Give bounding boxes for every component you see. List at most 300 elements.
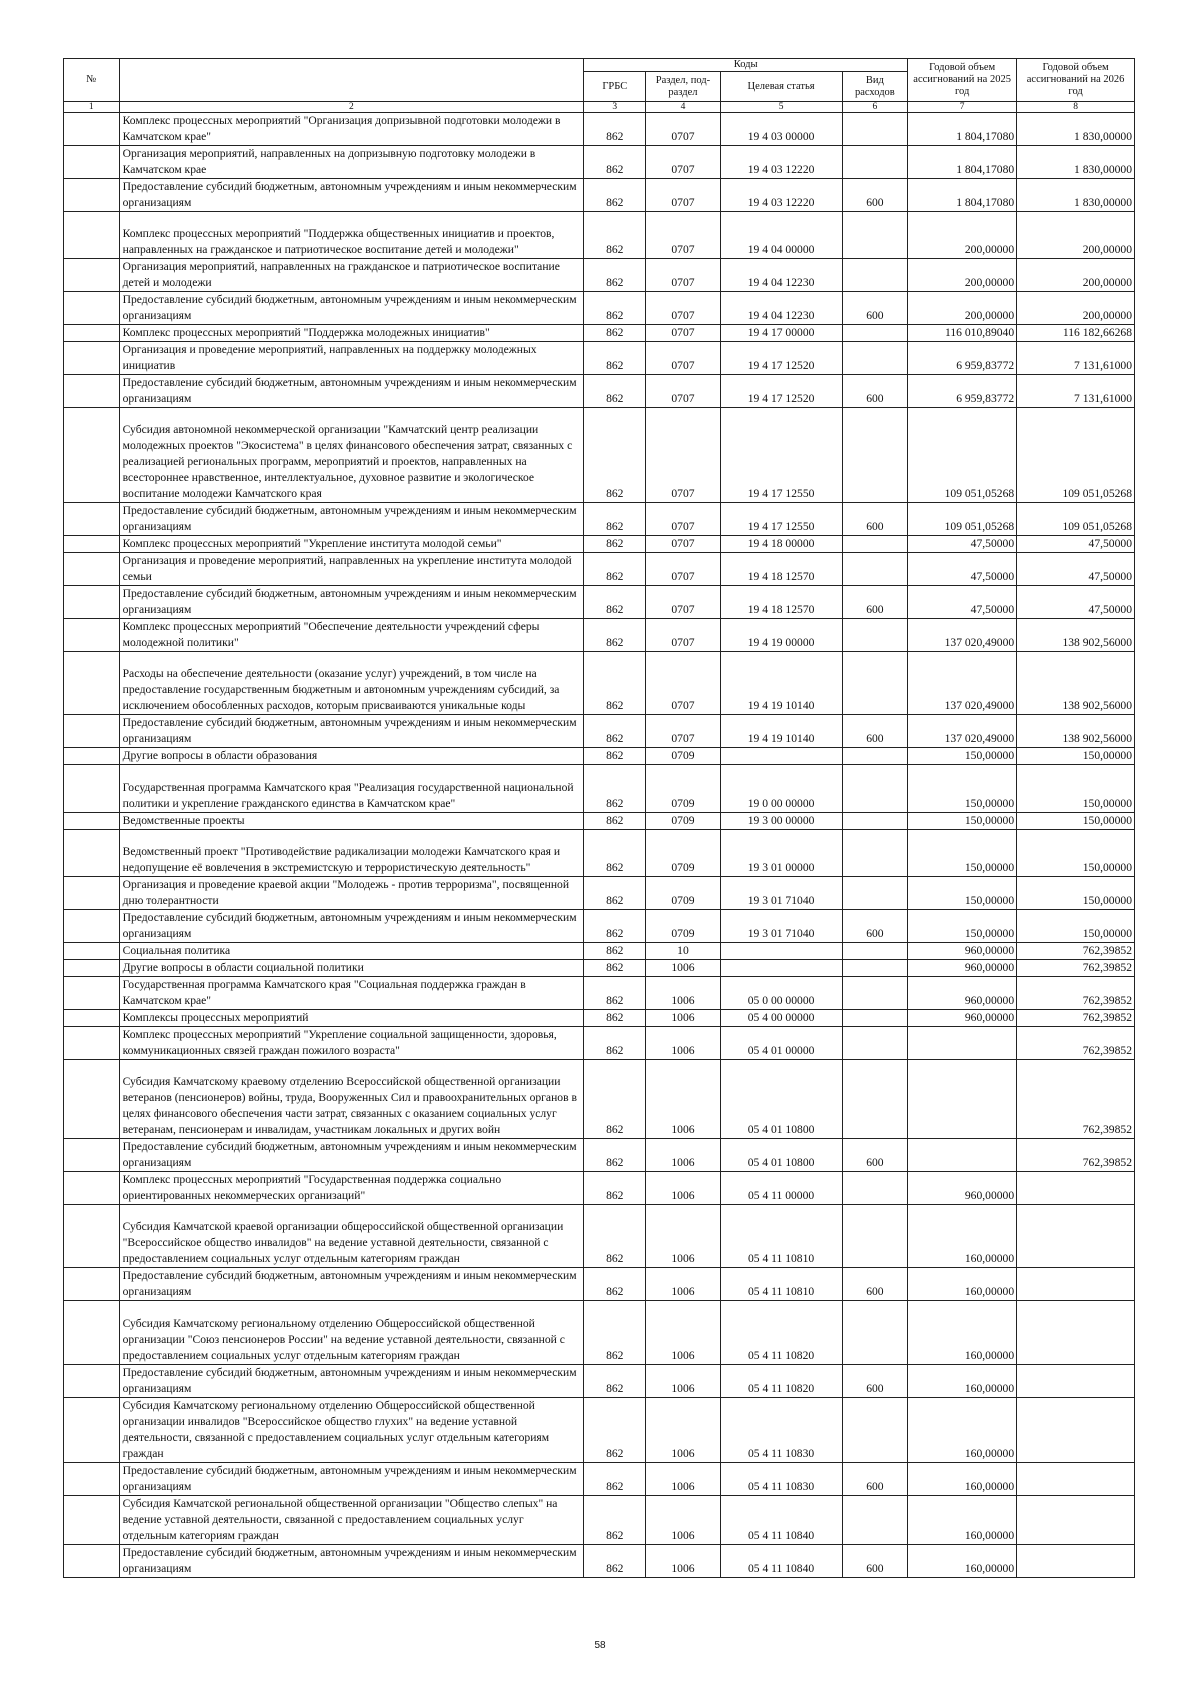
cell-vid-rashodov: 600 [842,1544,907,1577]
cell-celevaya-statya: 05 4 11 10820 [720,1364,842,1397]
cell-amount-2026: 150,00000 [1017,829,1135,876]
cell-grbs: 862 [584,1544,646,1577]
cell-celevaya-statya: 05 4 11 10810 [720,1205,842,1268]
cell-name: Комплекс процессных мероприятий "Укрепление института молодой семьи" [119,536,584,553]
table-row [64,877,1135,910]
cell-grbs: 862 [584,943,646,960]
table-body [64,113,1135,1578]
cell-grbs: 862 [584,1301,646,1364]
cell-name: Ведомственные проекты [119,812,584,829]
page-number: 58 [594,1640,606,1651]
cell-grbs: 862 [584,877,646,910]
cell-amount-2025: 960,00000 [908,1172,1017,1205]
table-row [64,765,1135,812]
cell-razdel: 0707 [646,408,720,503]
table-row [64,748,1135,765]
cell-celevaya-statya: 19 3 00 00000 [720,812,842,829]
cell-grbs: 862 [584,375,646,408]
cell-num [64,1010,120,1027]
cell-razdel: 1006 [646,1010,720,1027]
cell-amount-2025 [908,1139,1017,1172]
cell-grbs: 862 [584,1364,646,1397]
cell-amount-2026: 47,50000 [1017,553,1135,586]
cell-amount-2025: 1 804,17080 [908,146,1017,179]
cell-vid-rashodov [842,1397,907,1462]
cell-razdel: 1006 [646,1027,720,1060]
table-row [64,977,1135,1010]
cell-grbs: 862 [584,812,646,829]
cell-grbs: 862 [584,960,646,977]
cell-num [64,977,120,1010]
cell-name: Субсидия Камчатской краевой организации общероссийской общественной организации "Всероссийское общество инвалидов" на ведение уставной деятельности, связанной с предоставлением социальных услуг отдельным категориям граждан [119,1205,584,1268]
cell-name: Организация и проведение краевой акции "Молодежь - против терроризма", посвященной дню толерантности [119,877,584,910]
column-index: 4 [646,102,720,113]
cell-razdel: 0707 [646,375,720,408]
cell-razdel: 10 [646,943,720,960]
cell-razdel: 0707 [646,619,720,652]
table-row [64,1205,1135,1268]
cell-razdel: 0707 [646,259,720,292]
table-row [64,1462,1135,1495]
cell-vid-rashodov: 600 [842,179,907,212]
cell-celevaya-statya: 05 4 01 00000 [720,1027,842,1060]
cell-grbs: 862 [584,586,646,619]
cell-amount-2025: 160,00000 [908,1495,1017,1544]
table-row [64,1397,1135,1462]
cell-vid-rashodov [842,1205,907,1268]
cell-num [64,375,120,408]
cell-num [64,146,120,179]
header-grbs: ГРБС [584,72,646,102]
cell-name: Предоставление субсидий бюджетным, автономным учреждениям и иным некоммерческим организациям [119,715,584,748]
header-vid-rashodov: Вид расходов [842,72,907,102]
cell-amount-2025: 200,00000 [908,292,1017,325]
cell-vid-rashodov: 600 [842,1268,907,1301]
header-2026: Годовой объем ассигнований на 2026 год [1017,59,1135,102]
table-row [64,1010,1135,1027]
table-row [64,292,1135,325]
cell-num [64,212,120,259]
cell-grbs: 862 [584,212,646,259]
table-row [64,652,1135,715]
cell-name: Предоставление субсидий бюджетным, автономным учреждениям и иным некоммерческим организациям [119,179,584,212]
cell-name: Субсидия автономной некоммерческой организации "Камчатский центр реализации молодежных проектов "Экосистема" в целях финансового обеспечения затрат, связанных с реализацией региональных программ, мероприятий и проектов, направленных на всестороннее нравственное, интеллектуальное, духовное развитие и экологическое воспитание молодежи Камчатского края [119,408,584,503]
cell-celevaya-statya: 05 4 11 10830 [720,1462,842,1495]
table-row [64,1268,1135,1301]
cell-num [64,829,120,876]
cell-num [64,1172,120,1205]
cell-razdel: 1006 [646,1205,720,1268]
cell-grbs: 862 [584,1139,646,1172]
cell-num [64,586,120,619]
cell-amount-2026: 1 830,00000 [1017,146,1135,179]
cell-num [64,1397,120,1462]
cell-grbs: 862 [584,553,646,586]
cell-razdel: 1006 [646,1364,720,1397]
cell-num [64,877,120,910]
table-row [64,586,1135,619]
cell-grbs: 862 [584,1397,646,1462]
cell-amount-2026: 762,39852 [1017,977,1135,1010]
cell-vid-rashodov [842,748,907,765]
table-row [64,910,1135,943]
cell-razdel: 0707 [646,325,720,342]
column-index: 7 [908,102,1017,113]
cell-vid-rashodov [842,113,907,146]
cell-num [64,1060,120,1139]
table-row [64,342,1135,375]
table-row [64,812,1135,829]
cell-razdel: 0707 [646,113,720,146]
cell-num [64,179,120,212]
cell-razdel: 0709 [646,812,720,829]
cell-grbs: 862 [584,619,646,652]
cell-celevaya-statya: 19 0 00 00000 [720,765,842,812]
cell-amount-2025 [908,1060,1017,1139]
cell-amount-2026 [1017,1172,1135,1205]
cell-name: Субсидия Камчатскому региональному отделению Общероссийской общественной организации инвалидов "Всероссийское общество глухих" на ведение уставной деятельности, связанной с предоставлением социальных услуг отдельным категориям граждан [119,1397,584,1462]
cell-celevaya-statya: 19 4 17 00000 [720,325,842,342]
cell-vid-rashodov [842,1172,907,1205]
cell-num [64,503,120,536]
cell-name: Комплекс процессных мероприятий "Поддержка общественных инициатив и проектов, направленных на гражданское и патриотическое воспитание детей и молодежи" [119,212,584,259]
cell-amount-2026: 1 830,00000 [1017,179,1135,212]
cell-razdel: 1006 [646,1139,720,1172]
cell-grbs: 862 [584,1027,646,1060]
cell-num [64,1364,120,1397]
cell-amount-2025: 116 010,89040 [908,325,1017,342]
cell-vid-rashodov [842,1027,907,1060]
cell-grbs: 862 [584,292,646,325]
cell-num [64,1205,120,1268]
cell-amount-2026: 762,39852 [1017,1139,1135,1172]
cell-celevaya-statya: 19 4 04 00000 [720,212,842,259]
cell-vid-rashodov [842,408,907,503]
column-index: 2 [119,102,584,113]
cell-amount-2025: 47,50000 [908,553,1017,586]
cell-grbs: 862 [584,829,646,876]
cell-amount-2026: 200,00000 [1017,212,1135,259]
cell-vid-rashodov [842,536,907,553]
cell-celevaya-statya: 19 3 01 71040 [720,910,842,943]
cell-num [64,1462,120,1495]
cell-grbs: 862 [584,1060,646,1139]
cell-amount-2025: 109 051,05268 [908,503,1017,536]
cell-razdel: 0709 [646,910,720,943]
cell-amount-2025: 150,00000 [908,877,1017,910]
cell-amount-2026: 138 902,56000 [1017,652,1135,715]
table-row [64,619,1135,652]
cell-amount-2026: 7 131,61000 [1017,375,1135,408]
cell-razdel: 0709 [646,765,720,812]
cell-num [64,652,120,715]
cell-vid-rashodov [842,877,907,910]
table-row [64,1139,1135,1172]
cell-grbs: 862 [584,1205,646,1268]
column-index: 5 [720,102,842,113]
cell-vid-rashodov [842,1060,907,1139]
cell-amount-2025: 6 959,83772 [908,342,1017,375]
cell-celevaya-statya: 05 0 00 00000 [720,977,842,1010]
cell-grbs: 862 [584,1268,646,1301]
cell-amount-2025: 960,00000 [908,1010,1017,1027]
cell-name: Другие вопросы в области образования [119,748,584,765]
cell-vid-rashodov: 600 [842,715,907,748]
cell-amount-2026 [1017,1268,1135,1301]
cell-num [64,325,120,342]
cell-vid-rashodov [842,212,907,259]
cell-vid-rashodov [842,146,907,179]
cell-num [64,342,120,375]
cell-name: Организация мероприятий, направленных на гражданское и патриотическое воспитание детей и молодежи [119,259,584,292]
cell-grbs: 862 [584,503,646,536]
cell-amount-2025 [908,1027,1017,1060]
cell-celevaya-statya [720,960,842,977]
cell-celevaya-statya: 05 4 01 10800 [720,1139,842,1172]
cell-amount-2025: 6 959,83772 [908,375,1017,408]
cell-name: Комплекс процессных мероприятий "Государственная поддержка социально ориентированных некоммерческих организаций" [119,1172,584,1205]
cell-num [64,292,120,325]
cell-vid-rashodov [842,652,907,715]
cell-name: Ведомственный проект "Противодействие радикализации молодежи Камчатского края и недопущение её вовлечения в экстремистскую и террористическую деятельность" [119,829,584,876]
cell-name: Государственная программа Камчатского края "Социальная поддержка граждан в Камчатском крае" [119,977,584,1010]
table-row [64,1544,1135,1577]
cell-razdel: 0707 [646,342,720,375]
cell-name: Предоставление субсидий бюджетным, автономным учреждениям и иным некоммерческим организациям [119,503,584,536]
cell-name: Государственная программа Камчатского края "Реализация государственной национальной политики и укрепление гражданского единства в Камчатском крае" [119,765,584,812]
cell-name: Предоставление субсидий бюджетным, автономным учреждениям и иным некоммерческим организациям [119,1364,584,1397]
cell-amount-2026: 138 902,56000 [1017,619,1135,652]
table-row [64,179,1135,212]
table-row [64,325,1135,342]
cell-celevaya-statya: 19 4 17 12520 [720,375,842,408]
cell-celevaya-statya: 19 3 01 00000 [720,829,842,876]
cell-amount-2025: 160,00000 [908,1397,1017,1462]
cell-razdel: 1006 [646,960,720,977]
cell-vid-rashodov [842,1495,907,1544]
cell-num [64,960,120,977]
cell-amount-2026: 7 131,61000 [1017,342,1135,375]
cell-num [64,1139,120,1172]
cell-vid-rashodov [842,977,907,1010]
column-index: 3 [584,102,646,113]
cell-celevaya-statya: 05 4 11 10840 [720,1495,842,1544]
cell-razdel: 1006 [646,1397,720,1462]
cell-num [64,910,120,943]
cell-vid-rashodov [842,342,907,375]
cell-razdel: 1006 [646,1462,720,1495]
cell-celevaya-statya: 19 4 17 12520 [720,342,842,375]
cell-amount-2025: 160,00000 [908,1544,1017,1577]
cell-amount-2026: 138 902,56000 [1017,715,1135,748]
cell-vid-rashodov [842,943,907,960]
cell-name: Расходы на обеспечение деятельности (оказание услуг) учреждений, в том числе на предоставление государственным бюджетным и автономным учреждениям субсидий, за исключением обособленных расходов, которым присваиваются уникальные коды [119,652,584,715]
cell-amount-2026: 1 830,00000 [1017,113,1135,146]
cell-num [64,1544,120,1577]
cell-amount-2025: 109 051,05268 [908,408,1017,503]
cell-vid-rashodov: 600 [842,1364,907,1397]
cell-grbs: 862 [584,259,646,292]
cell-amount-2026: 200,00000 [1017,259,1135,292]
cell-celevaya-statya: 05 4 00 00000 [720,1010,842,1027]
cell-grbs: 862 [584,146,646,179]
cell-vid-rashodov [842,619,907,652]
cell-vid-rashodov: 600 [842,586,907,619]
cell-vid-rashodov [842,259,907,292]
cell-amount-2025: 960,00000 [908,943,1017,960]
cell-num [64,1495,120,1544]
cell-num [64,812,120,829]
cell-celevaya-statya: 05 4 11 10820 [720,1301,842,1364]
cell-celevaya-statya: 19 4 19 10140 [720,652,842,715]
cell-amount-2026 [1017,1544,1135,1577]
cell-num [64,943,120,960]
cell-amount-2026: 150,00000 [1017,748,1135,765]
cell-amount-2025: 1 804,17080 [908,113,1017,146]
cell-celevaya-statya: 19 4 03 12220 [720,146,842,179]
table-row [64,375,1135,408]
cell-amount-2026: 150,00000 [1017,910,1135,943]
cell-razdel: 0707 [646,503,720,536]
cell-name: Субсидия Камчатскому краевому отделению Всероссийской общественной организации ветеранов (пенсионеров) войны, труда, Вооруженных Сил и правоохранительных органов в целях финансового обеспечения части затрат, связанных с оказанием социальных услуг ветеранам, пенсионерам и инвалидам, участникам локальных и других войн [119,1060,584,1139]
cell-name: Предоставление субсидий бюджетным, автономным учреждениям и иным некоммерческим организациям [119,1268,584,1301]
cell-name: Предоставление субсидий бюджетным, автономным учреждениям и иным некоммерческим организациям [119,1462,584,1495]
cell-num [64,536,120,553]
cell-amount-2025: 200,00000 [908,259,1017,292]
cell-num [64,259,120,292]
cell-name: Предоставление субсидий бюджетным, автономным учреждениям и иным некоммерческим организациям [119,375,584,408]
cell-grbs: 862 [584,977,646,1010]
cell-vid-rashodov [842,829,907,876]
cell-name: Комплекс процессных мероприятий "Организация допризывной подготовки молодежи в Камчатском крае" [119,113,584,146]
cell-amount-2026: 109 051,05268 [1017,503,1135,536]
cell-razdel: 0707 [646,212,720,259]
cell-celevaya-statya: 05 4 01 10800 [720,1060,842,1139]
table-row [64,829,1135,876]
cell-amount-2026 [1017,1205,1135,1268]
cell-grbs: 862 [584,1172,646,1205]
cell-grbs: 862 [584,342,646,375]
cell-name: Субсидия Камчатскому региональному отделению Общероссийской общественной организации "Союз пенсионеров России" на ведение уставной деятельности, связанной с предоставлением социальных услуг отдельным категориям граждан [119,1301,584,1364]
cell-amount-2025: 160,00000 [908,1364,1017,1397]
cell-amount-2026: 150,00000 [1017,765,1135,812]
cell-celevaya-statya: 19 4 03 12220 [720,179,842,212]
cell-amount-2025: 150,00000 [908,812,1017,829]
cell-razdel: 1006 [646,1060,720,1139]
table-row [64,1172,1135,1205]
cell-name: Другие вопросы в области социальной политики [119,960,584,977]
cell-amount-2025: 160,00000 [908,1268,1017,1301]
cell-celevaya-statya: 05 4 11 00000 [720,1172,842,1205]
table-row [64,408,1135,503]
cell-grbs: 862 [584,113,646,146]
cell-name: Комплекс процессных мероприятий "Укрепление социальной защищенности, здоровья, коммуникационных связей граждан пожилого возраста" [119,1027,584,1060]
cell-celevaya-statya: 19 4 18 12570 [720,553,842,586]
header-name [119,59,584,102]
cell-amount-2026: 109 051,05268 [1017,408,1135,503]
cell-razdel: 1006 [646,977,720,1010]
cell-amount-2026: 762,39852 [1017,1010,1135,1027]
cell-amount-2025: 1 804,17080 [908,179,1017,212]
cell-name: Социальная политика [119,943,584,960]
cell-amount-2025: 137 020,49000 [908,619,1017,652]
cell-amount-2026: 762,39852 [1017,1027,1135,1060]
column-index: 8 [1017,102,1135,113]
cell-razdel: 0707 [646,715,720,748]
cell-amount-2025: 150,00000 [908,910,1017,943]
cell-razdel: 0707 [646,292,720,325]
cell-amount-2025: 150,00000 [908,748,1017,765]
header-2025: Годовой объем ассигнований на 2025 год [908,59,1017,102]
cell-grbs: 862 [584,1010,646,1027]
cell-celevaya-statya: 19 3 01 71040 [720,877,842,910]
cell-grbs: 862 [584,1495,646,1544]
cell-grbs: 862 [584,325,646,342]
cell-vid-rashodov [842,765,907,812]
cell-vid-rashodov: 600 [842,503,907,536]
table-row [64,503,1135,536]
table-row [64,960,1135,977]
cell-celevaya-statya [720,943,842,960]
table-row [64,715,1135,748]
table-row [64,1060,1135,1139]
cell-amount-2025: 47,50000 [908,586,1017,619]
cell-grbs: 862 [584,910,646,943]
cell-grbs: 862 [584,1462,646,1495]
cell-celevaya-statya: 19 4 19 00000 [720,619,842,652]
cell-razdel: 0709 [646,748,720,765]
cell-num [64,765,120,812]
cell-razdel: 0707 [646,179,720,212]
cell-razdel: 1006 [646,1172,720,1205]
cell-razdel: 0707 [646,586,720,619]
cell-name: Организация мероприятий, направленных на допризывную подготовку молодежи в Камчатском крае [119,146,584,179]
cell-razdel: 1006 [646,1544,720,1577]
cell-amount-2026: 150,00000 [1017,812,1135,829]
cell-grbs: 862 [584,179,646,212]
cell-vid-rashodov [842,812,907,829]
cell-razdel: 0709 [646,829,720,876]
cell-amount-2025: 960,00000 [908,977,1017,1010]
cell-razdel: 0707 [646,553,720,586]
cell-name: Организация и проведение мероприятий, направленных на укрепление института молодой семьи [119,553,584,586]
cell-vid-rashodov [842,1010,907,1027]
cell-grbs: 862 [584,408,646,503]
cell-vid-rashodov [842,553,907,586]
cell-name: Комплекс процессных мероприятий "Поддержка молодежных инициатив" [119,325,584,342]
cell-celevaya-statya: 19 4 17 12550 [720,408,842,503]
cell-amount-2025: 137 020,49000 [908,715,1017,748]
cell-name: Комплекс процессных мероприятий "Обеспечение деятельности учреждений сферы молодежной политики" [119,619,584,652]
cell-vid-rashodov: 600 [842,292,907,325]
table-row [64,113,1135,146]
column-index: 6 [842,102,907,113]
cell-celevaya-statya: 19 4 04 12230 [720,259,842,292]
cell-amount-2026: 200,00000 [1017,292,1135,325]
cell-celevaya-statya: 19 4 03 00000 [720,113,842,146]
header-razdel: Раздел, под-раздел [646,72,720,102]
cell-vid-rashodov: 600 [842,375,907,408]
cell-amount-2026: 762,39852 [1017,943,1135,960]
cell-amount-2026: 47,50000 [1017,586,1135,619]
cell-name: Предоставление субсидий бюджетным, автономным учреждениям и иным некоммерческим организациям [119,292,584,325]
cell-num [64,619,120,652]
cell-name: Предоставление субсидий бюджетным, автономным учреждениям и иным некоммерческим организациям [119,1544,584,1577]
cell-amount-2026 [1017,1364,1135,1397]
cell-vid-rashodov [842,1301,907,1364]
cell-razdel: 1006 [646,1268,720,1301]
header-num: № [64,59,120,102]
